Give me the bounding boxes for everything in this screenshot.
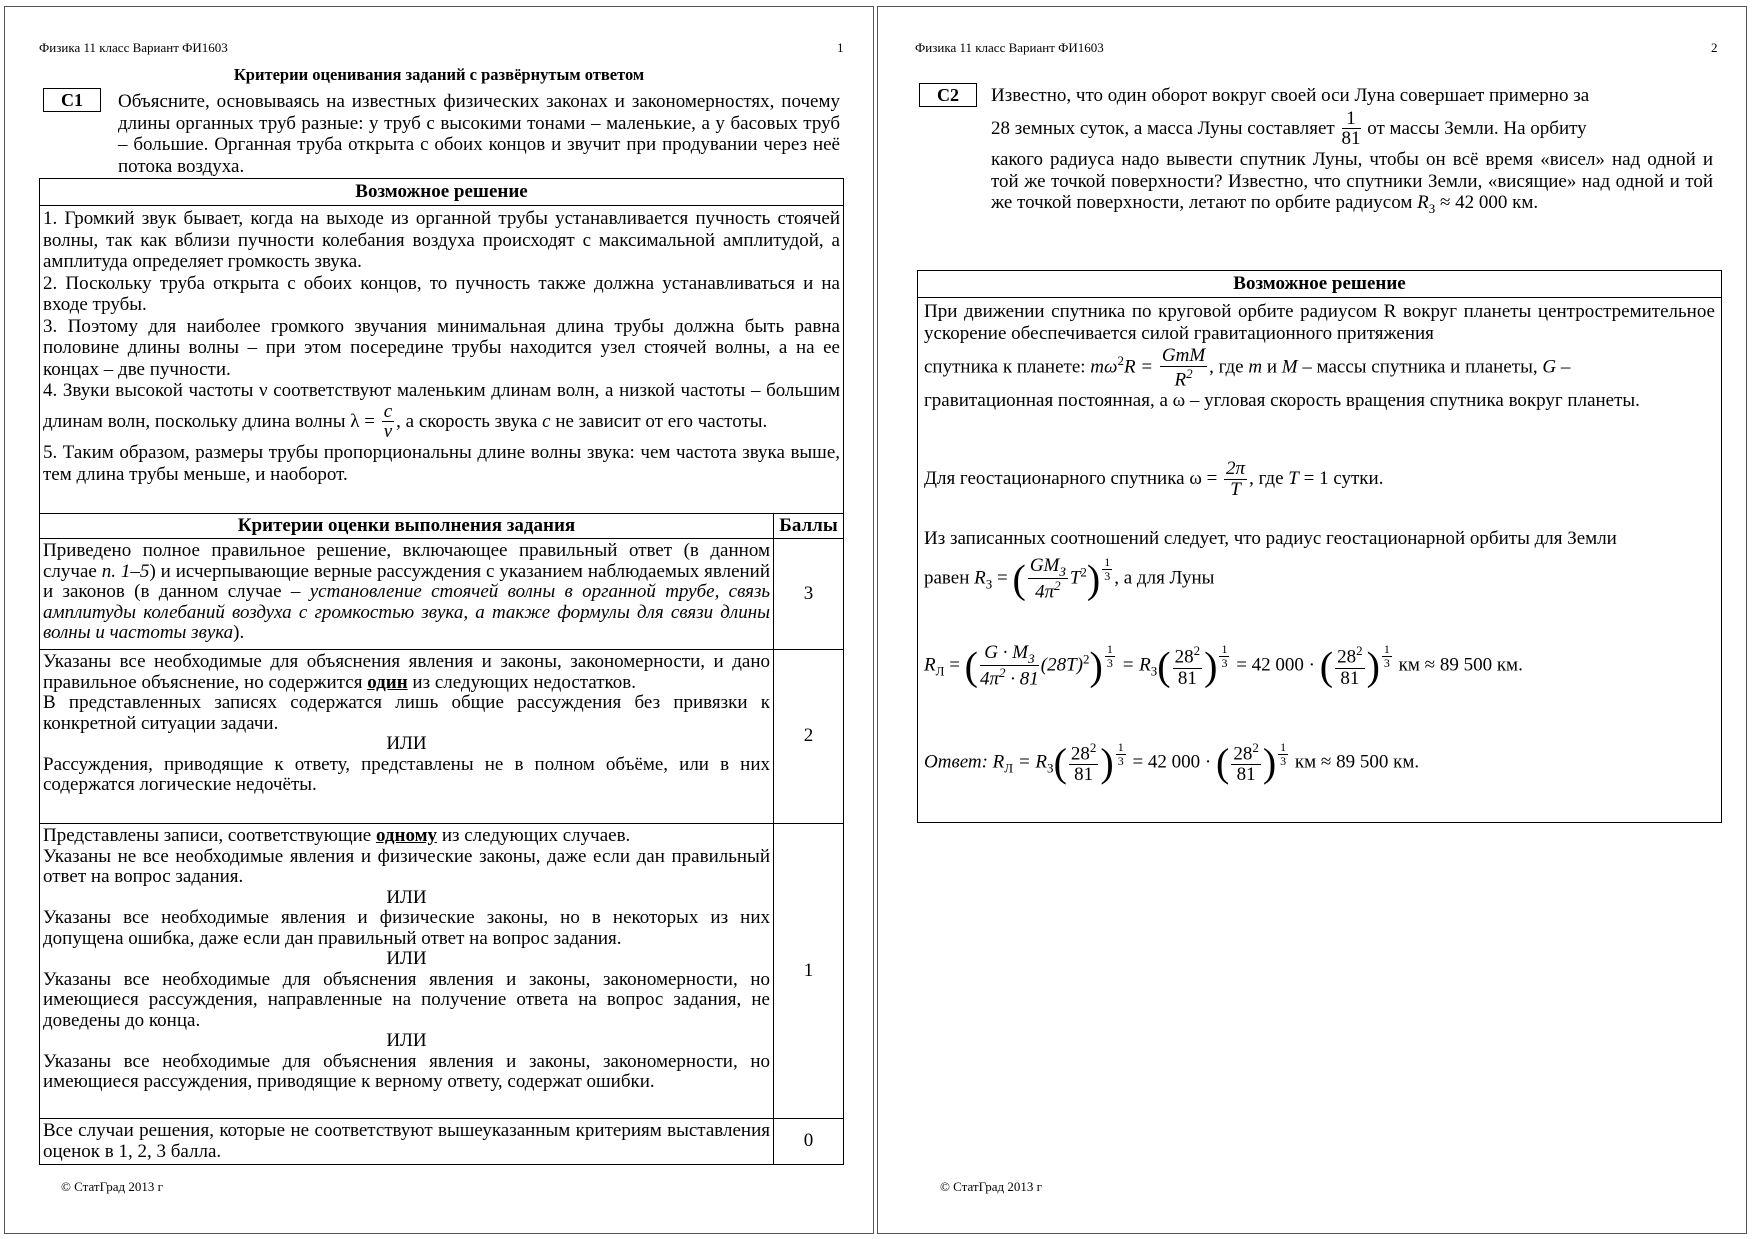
page-footer: © СтатГрад 2013 г: [61, 1179, 163, 1194]
solution-p5: 5. Таким образом, размеры трубы пропорциональны длине волны звука: чем частота звука выше, тем длина трубы меньше, и наоборот.: [43, 442, 840, 485]
page-right: [877, 6, 1747, 1234]
table-row: [40, 824, 844, 1119]
points-cell-1: 1: [774, 824, 844, 1119]
criteria-cell-0: Все случаи решения, которые не соответствуют вышеуказанным критериям выставления оценок в 1, 2, 3 балла.: [40, 1119, 774, 1165]
page-number: 2: [1711, 40, 1718, 55]
solution-p1: 1. Громкий звук бывает, когда на выходе из органной трубы устанавливается пучность стоячей волны, так как вблизи пучности колебания воздуха происходят с максимальной амплитудой, а амплитуда определяет громкость звука.: [43, 208, 840, 272]
page-footer: © СтатГрад 2013 г: [940, 1179, 1042, 1194]
solution-p3: 3. Поэтому для наиболее громкого звучания минимальная длина трубы должна быть равна половине длины волны – при этом посередине трубы находится узел стоячей волны, а на ее концах – две пучности.: [43, 315, 840, 380]
solution-text: [40, 206, 843, 485]
formula-earth: равен $R_З$ = ( $\frac{GM_З}{4\pi^2}$ $T^2$) $\frac{1}{3}$ , а для Луны: [924, 555, 1215, 603]
solution-conclusion: Из записанных соотношений следует, что радиус геостационарной орбиты для Земли: [924, 528, 1617, 549]
question-text: Известно, что один оборот вокруг своей оси Луна совершает примерно за 28 земных суток, а масса Луны составляет $\frac{1}{81}$ от массы Земли. На орбиту какого радиуса надо вывести спутник Луны, чтобы он всё время «висел» над одной и той же точкой поверхности? Известно, что спутники Земли, «висящие» над одной и той же точкой поверхности, летают по орбите радиусом $R_З \approx 42$ 000 км.: [991, 85, 1713, 217]
criteria-cell-1: Представлены записи, соответствующие одному из следующих случаев. Указаны не все необходимые явления и физические законы, даже если дан правильный ответ на вопрос задания. ИЛИ Указаны все необходимые явления и физические законы, но в некоторых из них допущена ошибка, даже если дан правильный ответ на вопрос задания. ИЛИ Указаны все необходимые для объяснения явления и законы, закономерности, но имеющиеся рассуждения, направленные на получение ответа на вопрос задания, не доведены до конца. ИЛИ Указаны все необходимые для объяснения явления и законы, закономерности, но имеющиеся рассуждения, приводящие к верному ответу, содержат ошибки.: [40, 824, 774, 1119]
page-title: Критерии оценивания заданий с развёрнутым ответом: [233, 65, 645, 84]
page-number: 1: [837, 40, 844, 55]
formula-moon: $R_Л$ = ( $\frac{G \cdot M_З}{4\pi^2 \cdot 81}$ $(28T)^2$) $\frac{1}{3}$ = $R_З$( $\frac{28^2}{81}$ ) $\frac{1}{3}$ = 42 000 · ( $\frac{28^2}{81}$ ) $\frac{1}{3}$ км ≈ 89 500 км.: [924, 642, 1523, 690]
criteria-cell-3: Приведено полное правильное решение, включающее правильный ответ (в данном случае п. 1–5) и исчерпывающие верные рассуждения с указанием наблюдаемых явлений и законов (в данном случае – установление стоячей волны в органной трубе, связь амплитуды колебаний воздуха с громкостью звука, а также формулы для связи длины волны и частоты звука).: [40, 539, 774, 650]
criteria-header: Критерии оценки выполнения задания: [40, 514, 774, 539]
solution-header: Возможное решение: [918, 271, 1721, 298]
question-text: Объясните, основываясь на известных физических законах и закономерностях, почему длины органных труб разные: у труб с высокими тонами – маленькие, а у басовых труб – большие. Органная труба открыта с обоих концов и звучит при продувании через неё потока воздуха.: [118, 91, 840, 177]
criteria-table: [39, 513, 844, 1165]
points-cell-3: 3: [774, 539, 844, 650]
table-row: [40, 539, 844, 650]
solution-text: При движении спутника по круговой орбите радиусом R вокруг планеты центростремительное ускорение обеспечивается силой гравитационного притяжения спутника к планете: $m\omega^2R$ = $\frac{\text{GmM}}{R^2}$ , где m и M – массы спутника и планеты, G – гравитационная постоянная, а ω – угловая скорость вращения спутника вокруг планеты.: [924, 301, 1715, 412]
points-header: Баллы: [774, 514, 844, 539]
solution-header: Возможное решение: [40, 179, 843, 206]
question-label: С1: [43, 88, 101, 112]
table-row: [40, 1119, 844, 1165]
solution-box: [39, 178, 844, 514]
solution-p4: 4. Звуки высокой частоты ν соответствуют маленьким длинам волн, а низкой частоты – большим длинам волн, поскольку длина волны λ = $\frac{c}{\nu}$ , а скорость звука c не зависит от его частоты.: [43, 380, 840, 443]
solution-p2: 2. Поскольку труба открыта с обоих концов, то пучность также должна устанавливаться и на входе трубы.: [43, 272, 840, 315]
criteria-cell-2: Указаны все необходимые для объяснения явления и законы, закономерности, и дано правильное объяснение, но содержится один из следующих недостатков. В представленных записях содержатся лишь общие рассуждения без привязки к конкретной ситуации задачи. ИЛИ Рассуждения, приводящие к ответу, представлены не в полном объёме, или в них содержатся логические недочёты.: [40, 650, 774, 824]
points-cell-2: 2: [774, 650, 844, 824]
table-row: [40, 650, 844, 824]
page-header: Физика 11 класс Вариант ФИ1603: [915, 40, 1104, 55]
solution-omega: Для геостационарного спутника ω = $\frac{2\pi}{T}$ , где T = 1 сутки.: [924, 458, 1384, 500]
answer: Ответ: $R_Л = R_З$( $\frac{28^2}{81}$ ) $\frac{1}{3}$ = 42 000 · ( $\frac{28^2}{81}$ ) $\frac{1}{3}$ км ≈ 89 500 км.: [924, 740, 1420, 786]
page-header: Физика 11 класс Вариант ФИ1603: [39, 40, 228, 55]
question-label: С2: [919, 83, 977, 107]
page-left: [4, 6, 874, 1234]
solution-box: [917, 270, 1722, 823]
points-cell-0: 0: [774, 1119, 844, 1165]
